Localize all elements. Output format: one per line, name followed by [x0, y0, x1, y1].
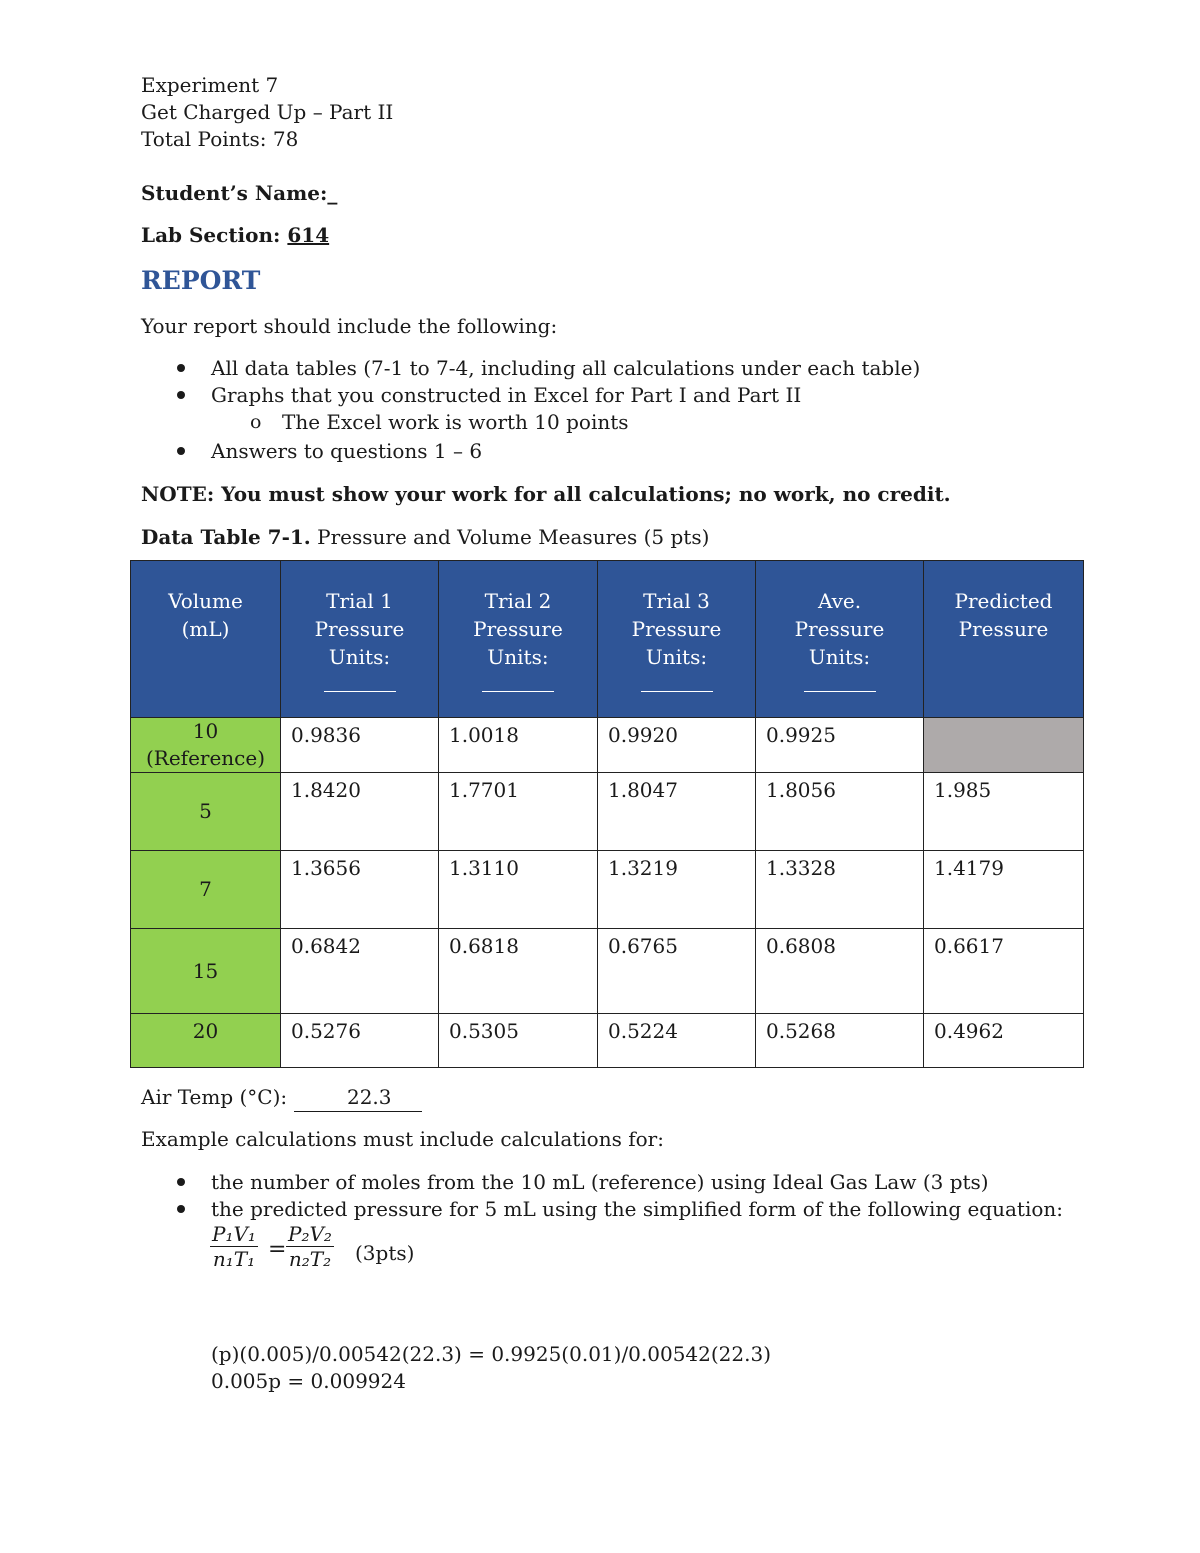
table-row [131, 929, 1084, 1014]
header-trial-3 [598, 561, 756, 718]
trial-2-cell[interactable]: 0.6818 [439, 929, 598, 1014]
report-bullet: All data tables (7-1 to 7-4, including all calculations under each table) [211, 356, 921, 380]
equation-rhs-fraction [286, 1222, 334, 1271]
air-temp-input[interactable] [294, 1084, 422, 1112]
report-heading: REPORT [141, 266, 261, 295]
trial-3-cell[interactable]: 0.5224 [598, 1014, 756, 1068]
volume-cell [131, 718, 281, 773]
average-cell[interactable]: 0.6808 [756, 929, 924, 1014]
student-name-value[interactable]: _ [327, 181, 338, 205]
student-name-line [141, 180, 337, 207]
trial-2-cell[interactable]: 1.3110 [439, 851, 598, 929]
experiment-number: Experiment 7 [141, 73, 279, 97]
trial-1-cell[interactable]: 0.6842 [281, 929, 439, 1014]
work-line-2: 0.005p = 0.009924 [211, 1369, 406, 1393]
trial-1-cell[interactable]: 0.9836 [281, 718, 439, 773]
units-blank[interactable] [804, 673, 876, 692]
table-caption [141, 524, 709, 551]
header-trial-2-line3: Units: [487, 645, 549, 669]
table-header-row [131, 561, 1084, 718]
header-trial-3-line3: Units: [645, 645, 708, 669]
equation-lhs-fraction [210, 1222, 258, 1271]
bullet-dot-icon [177, 364, 185, 372]
header-trial-2 [439, 561, 598, 718]
average-cell[interactable]: 1.3328 [756, 851, 924, 929]
equation-rhs-numerator: P₂V₂ [288, 1222, 332, 1246]
header-trial-2-line2: Pressure [473, 617, 563, 641]
trial-3-cell[interactable]: 0.6765 [598, 929, 756, 1014]
predicted-cell-disabled [924, 718, 1084, 773]
trial-2-cell[interactable]: 1.0018 [439, 718, 598, 773]
predicted-cell[interactable]: 1.985 [924, 773, 1084, 851]
report-sub-bullet: The Excel work is worth 10 points [282, 410, 629, 434]
trial-3-cell[interactable]: 1.8047 [598, 773, 756, 851]
experiment-title: Get Charged Up – Part II [141, 100, 394, 124]
bullet-dot-icon [177, 391, 185, 399]
lab-section-line [141, 222, 329, 249]
header-average [756, 561, 924, 718]
header-trial-1-line2: Pressure [314, 617, 405, 641]
units-blank[interactable] [641, 673, 713, 692]
report-bullet: Graphs that you constructed in Excel for Part I and Part II [211, 383, 802, 407]
average-cell[interactable]: 0.9925 [756, 718, 924, 773]
header-trial-1 [281, 561, 439, 718]
header-average-line3: Units: [808, 645, 871, 669]
equation-points: (3pts) [355, 1241, 415, 1265]
trial-1-cell[interactable]: 1.8420 [281, 773, 439, 851]
units-blank[interactable] [324, 673, 396, 692]
calc-intro: Example calculations must include calculations for: [141, 1127, 664, 1151]
header-volume-line1: Volume [168, 589, 243, 613]
equation-lhs-denominator: n₁T₁ [212, 1247, 256, 1271]
header-trial-1-line3: Units: [328, 645, 391, 669]
data-table-7-1 [130, 560, 1084, 1068]
note-text: NOTE: You must show your work for all calculations; no work, no credit. [141, 482, 951, 506]
equation-rhs-denominator: n₂T₂ [288, 1247, 332, 1271]
table-row [131, 718, 1084, 773]
bullet-dot-icon [177, 447, 185, 455]
predicted-cell[interactable]: 0.4962 [924, 1014, 1084, 1068]
report-intro: Your report should include the following: [141, 314, 558, 338]
trial-1-cell[interactable]: 0.5276 [281, 1014, 439, 1068]
header-trial-1-line1: Trial 1 [326, 589, 393, 613]
air-temp-label: Air Temp (°C): [141, 1085, 288, 1109]
lab-section-label: Lab Section: [141, 223, 281, 247]
header-average-line2: Pressure [794, 617, 885, 641]
header-volume-line2: (mL) [181, 617, 230, 641]
trial-3-cell[interactable]: 0.9920 [598, 718, 756, 773]
volume-value: 10 [192, 719, 219, 743]
header-predicted [924, 561, 1084, 718]
trial-1-cell[interactable]: 1.3656 [281, 851, 439, 929]
trial-2-cell[interactable]: 0.5305 [439, 1014, 598, 1068]
table-row [131, 1014, 1084, 1068]
table-caption-text: Pressure and Volume Measures (5 pts) [310, 525, 710, 549]
sub-bullet-marker: o [250, 411, 262, 433]
bullet-dot-icon [177, 1205, 185, 1213]
calc-bullet: the predicted pressure for 5 mL using the simplified form of the following equation: [211, 1197, 1064, 1221]
average-cell[interactable]: 1.8056 [756, 773, 924, 851]
total-points: Total Points: 78 [141, 127, 299, 151]
trial-2-cell[interactable]: 1.7701 [439, 773, 598, 851]
trial-3-cell[interactable]: 1.3219 [598, 851, 756, 929]
calc-bullet: the number of moles from the 10 mL (reference) using Ideal Gas Law (3 pts) [211, 1170, 989, 1194]
predicted-cell[interactable]: 1.4179 [924, 851, 1084, 929]
work-line-1: (p)(0.005)/0.00542(22.3) = 0.9925(0.01)/0.00542(22.3) [211, 1342, 772, 1366]
table-row [131, 851, 1084, 929]
bullet-dot-icon [177, 1178, 185, 1186]
equation-lhs-numerator: P₁V₁ [212, 1222, 256, 1246]
header-trial-2-line1: Trial 2 [484, 589, 552, 613]
volume-note: (Reference) [145, 746, 266, 770]
lab-section-value[interactable]: 614 [287, 223, 330, 247]
student-name-label: Student’s Name: [141, 181, 328, 205]
units-blank[interactable] [482, 673, 554, 692]
header-trial-3-line1: Trial 3 [643, 589, 710, 613]
table-row [131, 773, 1084, 851]
table-caption-label: Data Table 7-1. [141, 525, 311, 549]
air-temp-line [141, 1084, 422, 1112]
equation-equals-sign: = [268, 1237, 287, 1262]
header-average-line1: Ave. [817, 589, 862, 613]
volume-cell: 5 [131, 773, 281, 851]
header-predicted-line2: Pressure [958, 617, 1049, 641]
header-predicted-line1: Predicted [954, 589, 1053, 613]
average-cell[interactable]: 0.5268 [756, 1014, 924, 1068]
volume-cell: 20 [131, 1014, 281, 1068]
air-temp-value: 22.3 [346, 1085, 392, 1109]
report-bullet: Answers to questions 1 – 6 [211, 439, 483, 463]
volume-cell: 7 [131, 851, 281, 929]
predicted-cell[interactable]: 0.6617 [924, 929, 1084, 1014]
header-trial-3-line2: Pressure [631, 617, 722, 641]
header-volume [131, 561, 281, 718]
volume-cell: 15 [131, 929, 281, 1014]
